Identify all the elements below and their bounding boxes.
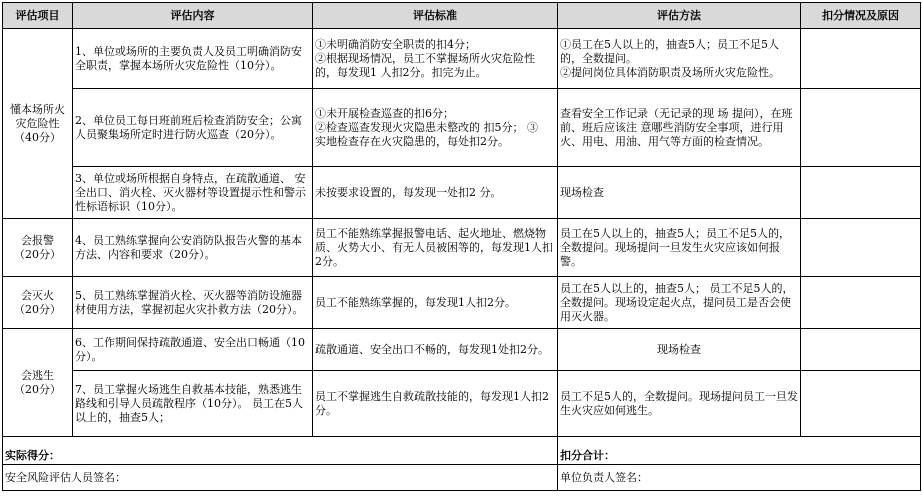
content-cell: 4、员工熟练掌握向公安消防队报告火警的基本方法、内容和要求（20分）。 xyxy=(73,219,313,277)
deduction-cell[interactable] xyxy=(801,89,921,167)
standard-cell: 疏散通道、安全出口不畅的，每发现1处扣2分。 xyxy=(313,329,558,371)
content-cell: 6、工作期间保持疏散通道、安全出口畅通（10分）。 xyxy=(73,329,313,371)
deduction-cell[interactable] xyxy=(801,329,921,371)
method-cell: ①员工在5人以上的，抽查5人；员工不足5人的，全数提问。 ②提问岗位具体消防职责及场所火灾危险性。 xyxy=(558,29,801,89)
content-cell: 2、单位员工每日班前班后检查消防安全；公寓人员聚集场所定时进行防火巡查（20分）。 xyxy=(73,89,313,167)
method-cell: 现场检查 xyxy=(558,329,801,371)
category-understand-hazard: 懂本场所火 灾危险性 （40分） xyxy=(3,29,73,219)
content-cell: 5、员工熟练掌握消火栓、灭火器等消防设施器材使用方法，掌握初起火灾扑救方法（20分）。 xyxy=(73,277,313,329)
content-cell: 3、单位或场所根据自身特点，在疏散通道、 安全出口、消火栓、灭火器材等设置提示性和警示性标语标识（10分）。 xyxy=(73,167,313,219)
signature-row xyxy=(3,465,921,491)
method-cell: 员工在5人以上的，抽查5人； 员工不足5人的，全数提问。现场设定起火点，提问员工是否会使用灭火器。 xyxy=(558,277,801,329)
category-report-alarm: 会报警 （20分） xyxy=(3,219,73,277)
method-cell: 员工在5人以上的，抽查5人；员工不足5人的，全数提问。现场提问一旦发生火灾应该如何报警。 xyxy=(558,219,801,277)
deduction-cell[interactable] xyxy=(801,277,921,329)
score-row xyxy=(3,437,921,465)
table-row xyxy=(3,219,921,277)
standard-cell: 员工不能熟练掌握报警电话、起火地址、燃烧物质、火势大小、有无人员被困等的，每发现1人扣2分。 xyxy=(313,219,558,277)
deduction-cell[interactable] xyxy=(801,371,921,437)
standard-cell: 员工不掌握逃生自救疏散技能的，每发现1人扣2分。 xyxy=(313,371,558,437)
total-deduction-label: 扣分合计： xyxy=(558,437,921,465)
content-cell: 1、单位或场所的主要负责人及员工明确消防安全职责，掌握本场所火灾危险性（10分）。 xyxy=(73,29,313,89)
header-standard: 评估标准 xyxy=(313,3,558,29)
table-row xyxy=(3,29,921,89)
header-item: 评估项目 xyxy=(3,3,73,29)
standard-cell: 未按要求设置的，每发现一处扣2 分。 xyxy=(313,167,558,219)
category-escape: 会逃生 （20分） xyxy=(3,329,73,437)
table-row xyxy=(3,277,921,329)
header-content: 评估内容 xyxy=(73,3,313,29)
unit-head-signature-field[interactable]: 单位负责人签名： xyxy=(558,465,921,491)
method-cell: 员工不足5人的，全数提问。现场提问员工一旦发生火灾应如何逃生。 xyxy=(558,371,801,437)
table-row xyxy=(3,329,921,371)
method-cell: 现场检查 xyxy=(558,167,801,219)
standard-cell: 员工不能熟练掌握的，每发现1人扣2分。 xyxy=(313,277,558,329)
method-cell: 查看安全工作记录（无记录的现 场 提问），在班前、班后应该注 意哪些消防安全事项，进行用火、用电、用油、用气等方面的检查情况。 xyxy=(558,89,801,167)
table-row xyxy=(3,89,921,167)
actual-score-label: 实际得分： xyxy=(3,437,558,465)
assessor-signature-field[interactable]: 安全风险评估人员签名： xyxy=(3,465,558,491)
deduction-cell[interactable] xyxy=(801,167,921,219)
content-cell: 7、员工掌握火场逃生自救基本技能，熟悉逃生路线和引导人员疏散程序（10分）。 员工在5人以上的，抽查5人； xyxy=(73,371,313,437)
category-extinguish: 会灭火 （20分） xyxy=(3,277,73,329)
header-deduction: 扣分情况及原因 xyxy=(801,3,921,29)
header-method: 评估方法 xyxy=(558,3,801,29)
standard-cell: ①未明确消防安全职责的扣4分； ②根据现场情况，员工不掌握场所火灾危险性的，每发现1 人扣2分。扣完为止。 xyxy=(313,29,558,89)
table-row xyxy=(3,167,921,219)
standard-cell: ①未开展检查巡查的扣6分； ②检查巡查发现火灾隐患未整改的 扣5分； ③ 实地检查存在火灾隐患的，每处扣2分。 xyxy=(313,89,558,167)
deduction-cell[interactable] xyxy=(801,29,921,89)
table-row xyxy=(3,371,921,437)
assessment-table xyxy=(2,2,921,491)
header-row xyxy=(3,3,921,29)
deduction-cell[interactable] xyxy=(801,219,921,277)
